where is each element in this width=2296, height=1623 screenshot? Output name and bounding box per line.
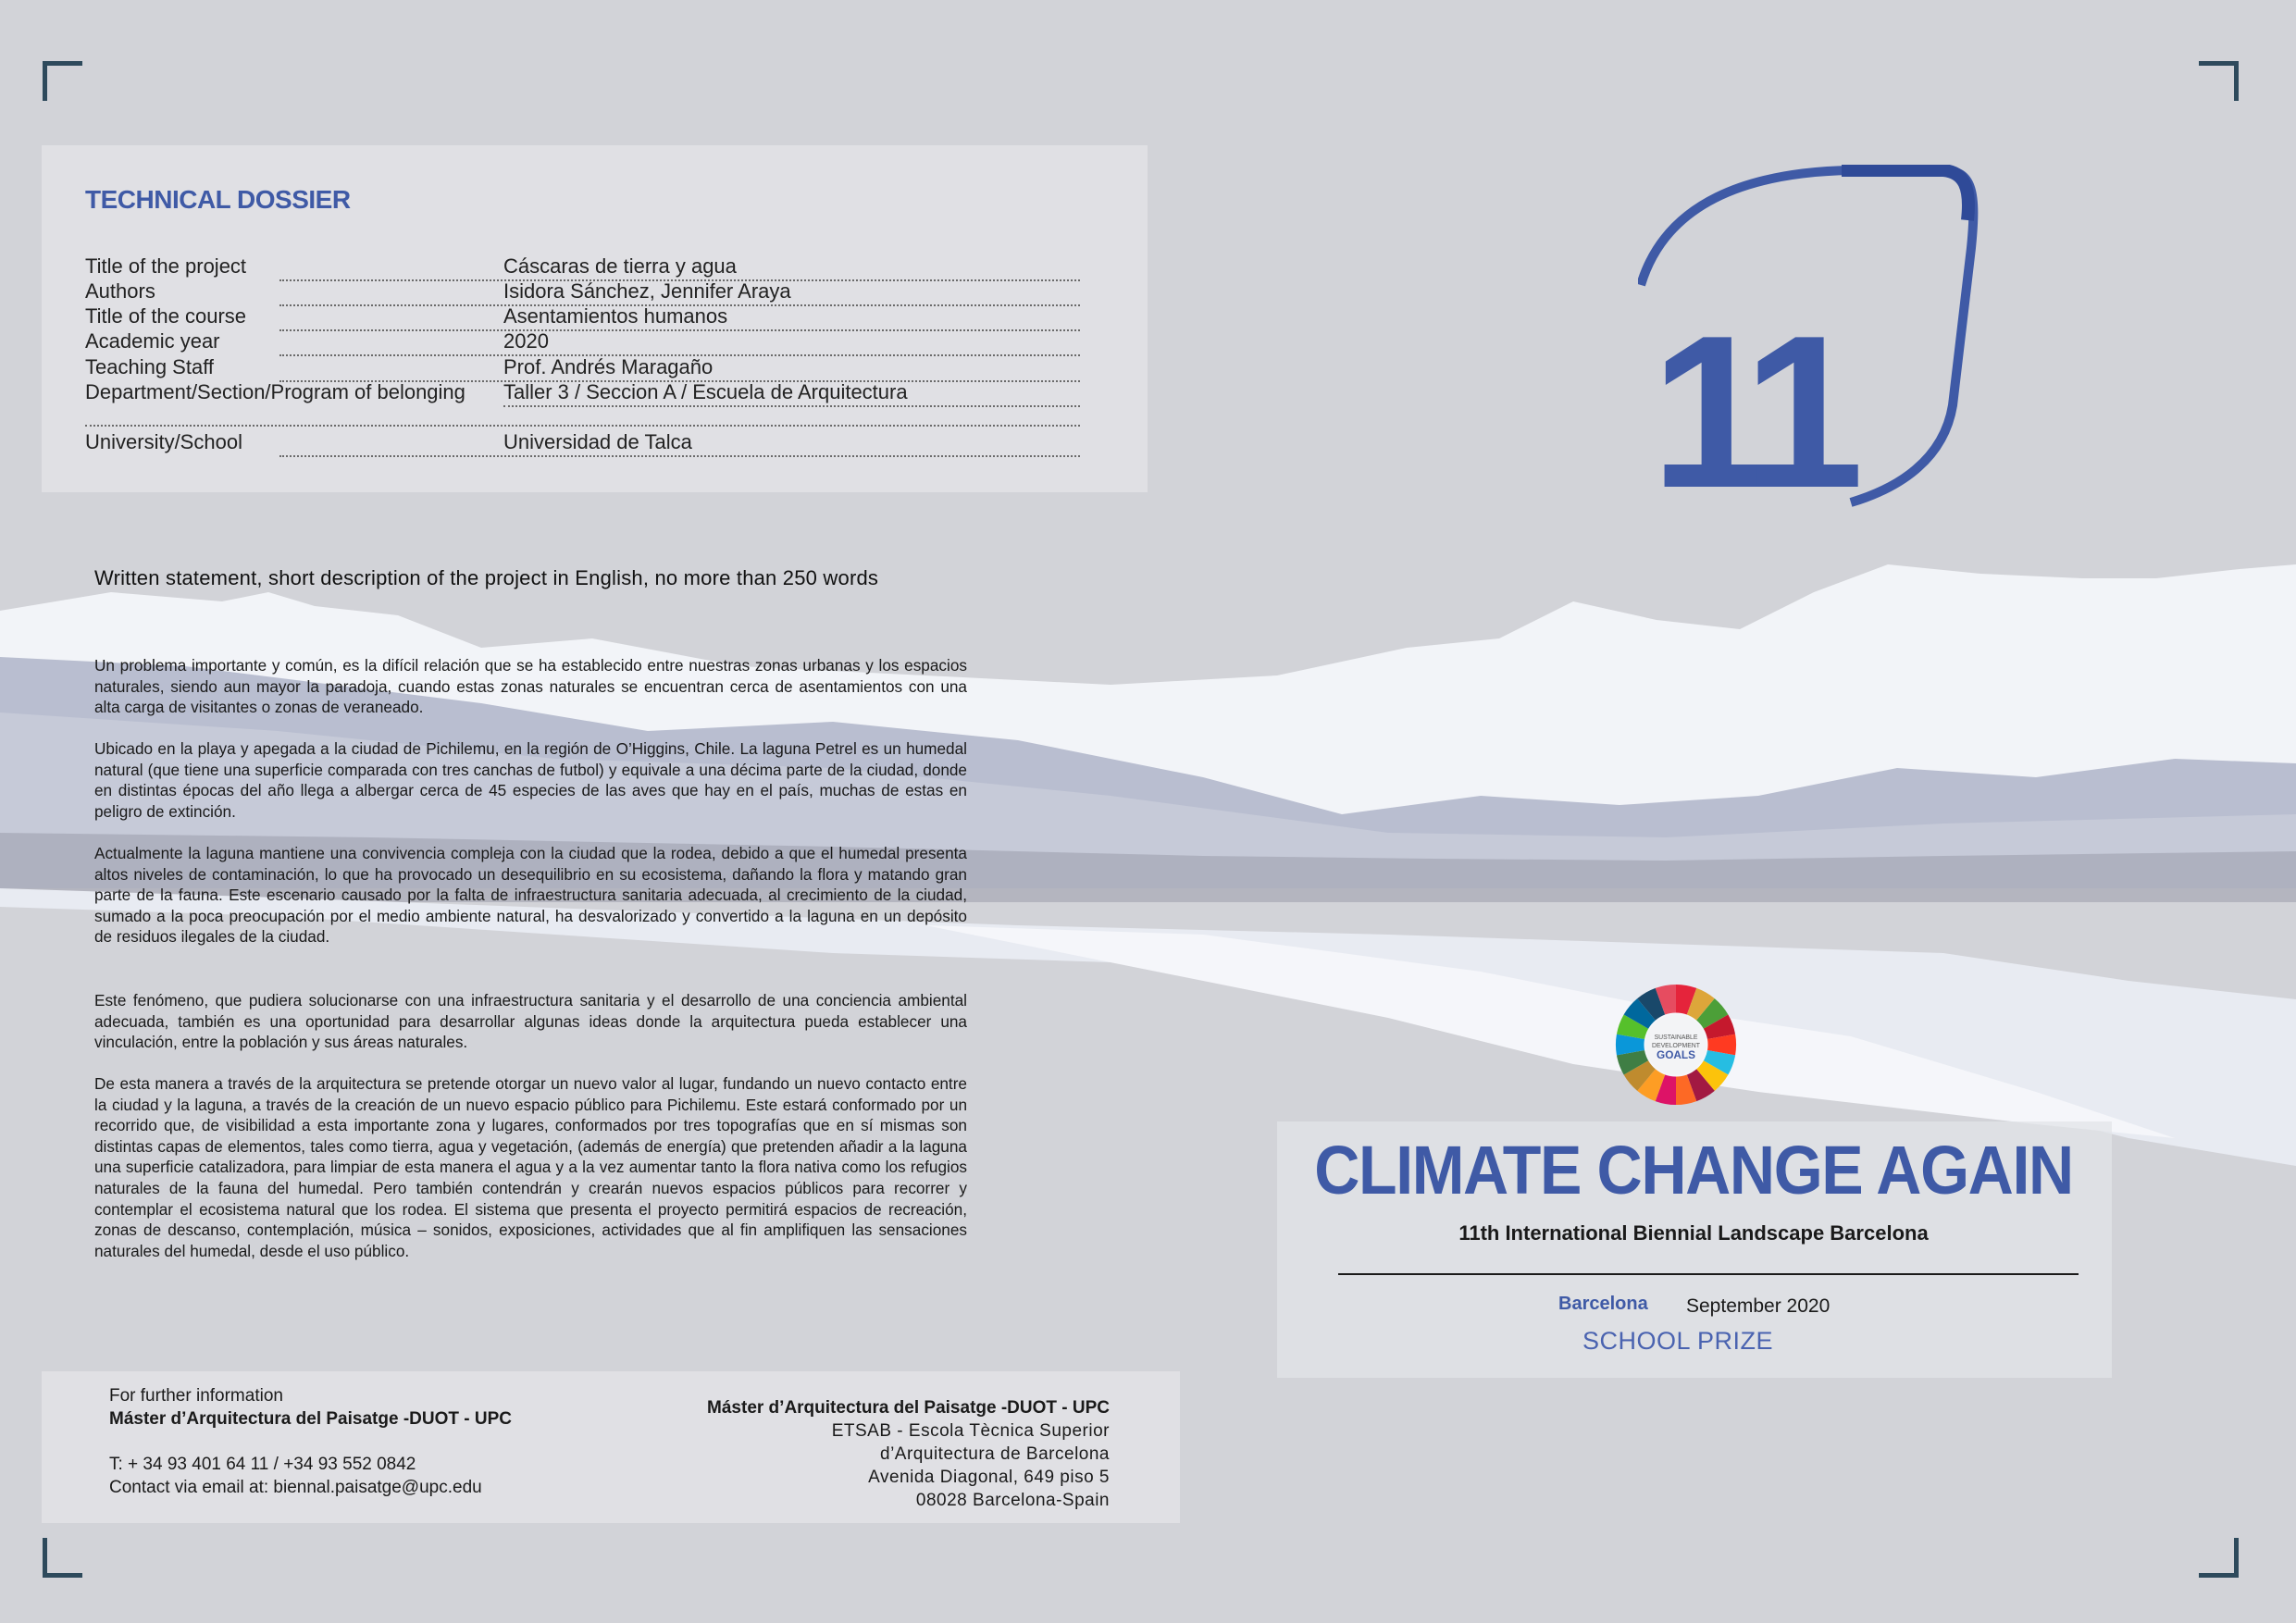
footer-address-master: Máster d’Arquitectura del Paisatge -DUOT - UPC bbox=[707, 1398, 1110, 1418]
dossier-label: University/School bbox=[85, 430, 242, 453]
dossier-value: Prof. Andrés Maragaño bbox=[503, 355, 714, 378]
footer-address-school: ETSAB - Escola Tècnica Superior bbox=[831, 1421, 1110, 1441]
dossier-label: Authors bbox=[85, 279, 155, 303]
school-prize-label: SCHOOL PRIZE bbox=[1582, 1327, 1774, 1355]
footer-address-street: Avenida Diagonal, 649 piso 5 bbox=[868, 1468, 1110, 1487]
svg-text:GOALS: GOALS bbox=[1656, 1047, 1696, 1061]
technical-dossier-title: TECHNICAL DOSSIER bbox=[85, 185, 351, 214]
crop-mark-top-left bbox=[43, 61, 82, 101]
dossier-value: Taller 3 / Seccion A / Escuela de Arquitectura bbox=[503, 380, 908, 403]
logo-number: 11 bbox=[1650, 290, 1848, 507]
dossier-row-blank-divider bbox=[85, 403, 1080, 424]
statement-paragraph-2: Ubicado en la playa y apegada a la ciudad de Pichilemu, en la región de O’Higgins, Chile. La laguna Petrel es un humedal natural (que tiene una superficie comparada con tres canchas de futbol) y equivale a una décima parte de la ciudad, donde en distintas épocas del año llega a albergar cerca de 45 especies de las aves que hay en el país, muchas de estas en peligro de extinción. bbox=[94, 739, 967, 821]
cover-title: CLIMATE CHANGE AGAIN bbox=[1314, 1132, 2073, 1208]
statement-heading: Written statement, short description of the project in English, no more than 250 words bbox=[94, 566, 879, 589]
dossier-value: Isidora Sánchez, Jennifer Araya bbox=[503, 279, 791, 303]
dossier-row-university bbox=[85, 430, 1080, 454]
dossier-label: Teaching Staff bbox=[85, 355, 215, 378]
svg-text:DEVELOPMENT: DEVELOPMENT bbox=[1652, 1042, 1700, 1049]
crop-mark-top-right bbox=[2199, 61, 2239, 101]
dossier-row-academic-year bbox=[85, 329, 1080, 353]
dossier-row-course bbox=[85, 304, 1080, 328]
crop-mark-bottom-right bbox=[2199, 1538, 2239, 1578]
dossier-value: Asentamientos humanos bbox=[503, 304, 728, 328]
dossier-label: Department/Section/Program of belonging bbox=[85, 380, 465, 403]
footer-address-city: 08028 Barcelona-Spain bbox=[915, 1491, 1110, 1510]
dossier-value: Universidad de Talca bbox=[503, 430, 692, 453]
footer-phone: T: + 34 93 401 64 11 / +34 93 552 0842 bbox=[109, 1455, 416, 1474]
title-divider bbox=[1338, 1273, 2079, 1275]
dossier-row-authors bbox=[85, 279, 1080, 304]
statement-paragraph-1: Un problema importante y común, es la difícil relación que se ha establecido entre nuestras zonas urbanas y los espacios naturales, siendo aun mayor la paradoja, cuando estas zonas naturales se encuentran cerca de asentamientos con una alta carga de visitantes o zonas de veraneado. bbox=[94, 656, 967, 717]
crop-mark-bottom-left bbox=[43, 1538, 82, 1578]
cover-date: September 2020 bbox=[1686, 1295, 1831, 1317]
statement-paragraph-5: De esta manera a través de la arquitectura se pretende otorgar un nuevo valor al lugar, fundando un nuevo contacto entre la ciudad y la laguna, a través de la creación de un nuevo espacio público para Pichilemu. Este estará conformado por un recorrido que, de visibilidad a esta importante zona y lugares, conformados por tres topografías que en sí mismas son distintas capas de elementos, tales como tierra, agua y vegetación, (además de energía) que pretenden añadir a la laguna una superficie catalizadora, para limpiar de esta manera el agua y a la vez aumentar tanto la flora nativa como los refugios naturales de la fauna del humedal. Pero también contendrán y crearán nuevos espacios públicos para recorrer y contemplar el ecosistema natural que los rodea. El sistema que presenta el proyecto permitirá espacios de recreación, zonas de descanso, contemplación, música – sonidos, exposiciones, actividades que al fin amplifiquen las sensaciones naturales del humedal, desde el uso público. bbox=[94, 1074, 967, 1260]
biennial-11-logo bbox=[1638, 165, 1990, 507]
statement-paragraph-3: Actualmente la laguna mantiene una convivencia compleja con la ciudad que la rodea, debido a que el humedal presenta altos niveles de contaminación, lo que ha provocado un desequilibrio en su ecosistema, dañando la flora y matando gran parte de la fauna. Este escenario causado por la falta de infraestructura sanitaria adecuada, al crecimiento de la ciudad, sumado a la poca preocupación por el medio ambiente natural, ha desvalorizado y convertido a la laguna en un depósito de residuos ilegales de la ciudad. bbox=[94, 844, 967, 947]
footer-master-name: Máster d’Arquitectura del Paisatge -DUOT - UPC bbox=[109, 1409, 512, 1429]
sdg-wheel-logo bbox=[1612, 981, 1740, 1109]
dossier-label: Title of the project bbox=[85, 254, 247, 278]
svg-text:SUSTAINABLE: SUSTAINABLE bbox=[1654, 1035, 1698, 1042]
dossier-row-project-title bbox=[85, 254, 1080, 279]
cover-city: Barcelona bbox=[1558, 1294, 1648, 1314]
footer-info-label: For further information bbox=[109, 1386, 283, 1406]
dossier-label: Title of the course bbox=[85, 304, 247, 328]
dossier-row-department bbox=[85, 380, 1080, 404]
footer-address-school-2: d’Arquitectura de Barcelona bbox=[880, 1444, 1110, 1464]
statement-paragraph-4: Este fenómeno, que pudiera solucionarse con una infraestructura sanitaria y el desarrollo de una conciencia ambiental adecuada, también es una oportunidad para desarrollar algunas ideas donde la arquitectura pueda establecer una vinculación, entre la población y sus áreas naturales. bbox=[94, 991, 967, 1052]
dossier-value: 2020 bbox=[503, 329, 549, 353]
cover-subtitle: 11th International Biennial Landscape Barcelona bbox=[1458, 1221, 1929, 1245]
dossier-label: Academic year bbox=[85, 329, 220, 353]
footer-email: Contact via email at: biennal.paisatge@upc.edu bbox=[109, 1478, 482, 1497]
dossier-row-teaching-staff bbox=[85, 355, 1080, 379]
dossier-value: Cáscaras de tierra y agua bbox=[503, 254, 737, 278]
